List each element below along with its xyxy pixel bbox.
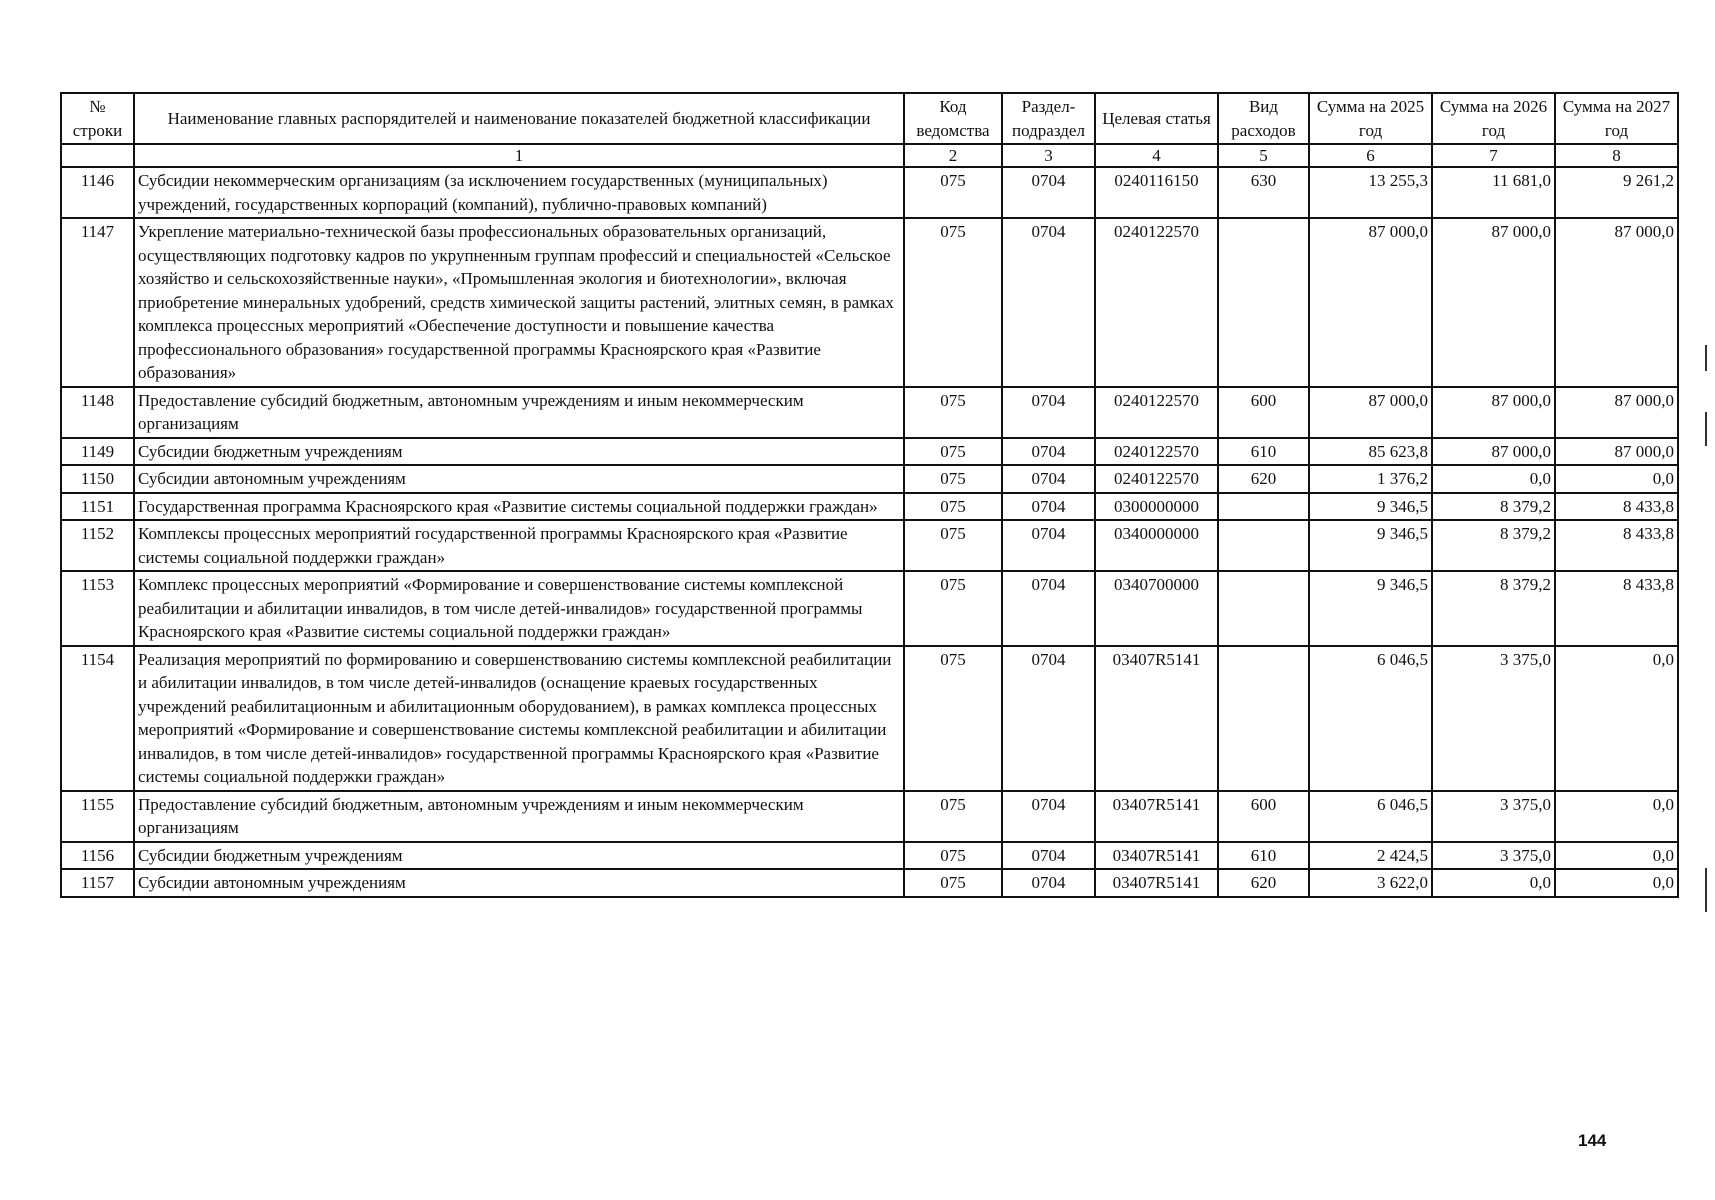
row-number: 1157	[61, 869, 134, 897]
table-row	[61, 571, 1678, 646]
row-name: Субсидии автономным учреждениям	[134, 465, 904, 493]
row-number: 1151	[61, 493, 134, 521]
column-index-row	[61, 144, 1678, 167]
row-number: 1156	[61, 842, 134, 870]
row-target-article: 0240122570	[1095, 465, 1218, 493]
row-expense-type: 610	[1218, 842, 1309, 870]
row-sum-2027: 87 000,0	[1555, 438, 1678, 466]
row-sum-2027: 9 261,2	[1555, 167, 1678, 218]
row-department-code: 075	[904, 387, 1002, 438]
row-expense-type	[1218, 646, 1309, 791]
header-row-number: № строки	[61, 93, 134, 144]
row-sum-2027: 8 433,8	[1555, 493, 1678, 521]
row-expense-type: 600	[1218, 791, 1309, 842]
row-number: 1154	[61, 646, 134, 791]
row-sum-2027: 8 433,8	[1555, 571, 1678, 646]
row-expense-type	[1218, 571, 1309, 646]
row-name: Предоставление субсидий бюджетным, автономным учреждениям и иным некоммерческим организациям	[134, 791, 904, 842]
row-sum-2027: 87 000,0	[1555, 387, 1678, 438]
row-name: Субсидии бюджетным учреждениям	[134, 842, 904, 870]
header-row	[61, 93, 1678, 144]
row-target-article: 03407R5141	[1095, 869, 1218, 897]
row-section: 0704	[1002, 646, 1095, 791]
row-department-code: 075	[904, 167, 1002, 218]
row-department-code: 075	[904, 842, 1002, 870]
table-row	[61, 387, 1678, 438]
row-target-article: 0300000000	[1095, 493, 1218, 521]
row-section: 0704	[1002, 520, 1095, 571]
row-sum-2027: 8 433,8	[1555, 520, 1678, 571]
row-expense-type	[1218, 493, 1309, 521]
row-target-article: 03407R5141	[1095, 646, 1218, 791]
table-row	[61, 465, 1678, 493]
margin-mark	[1705, 345, 1707, 371]
row-expense-type: 620	[1218, 869, 1309, 897]
header-sum-2026: Сумма на 2026 год	[1432, 93, 1555, 144]
table-row	[61, 493, 1678, 521]
row-sum-2027: 87 000,0	[1555, 218, 1678, 387]
table-row	[61, 520, 1678, 571]
row-department-code: 075	[904, 438, 1002, 466]
row-sum-2025: 13 255,3	[1309, 167, 1432, 218]
column-index: 3	[1002, 144, 1095, 167]
column-index: 1	[134, 144, 904, 167]
row-target-article: 0240122570	[1095, 218, 1218, 387]
row-sum-2026: 8 379,2	[1432, 520, 1555, 571]
table-row	[61, 842, 1678, 870]
row-number: 1153	[61, 571, 134, 646]
row-sum-2026: 3 375,0	[1432, 842, 1555, 870]
table-body	[61, 167, 1678, 897]
row-sum-2025: 6 046,5	[1309, 791, 1432, 842]
row-target-article: 0340700000	[1095, 571, 1218, 646]
row-department-code: 075	[904, 791, 1002, 842]
header-department-code: Код ведомства	[904, 93, 1002, 144]
row-name: Субсидии некоммерческим организациям (за исключением государственных (муниципальных) учреждений, государственных корпораций (компаний), публично-правовых компаний)	[134, 167, 904, 218]
row-sum-2025: 2 424,5	[1309, 842, 1432, 870]
row-department-code: 075	[904, 218, 1002, 387]
table-row	[61, 438, 1678, 466]
column-index: 6	[1309, 144, 1432, 167]
row-number: 1155	[61, 791, 134, 842]
column-index: 4	[1095, 144, 1218, 167]
row-sum-2027: 0,0	[1555, 842, 1678, 870]
row-sum-2027: 0,0	[1555, 791, 1678, 842]
row-department-code: 075	[904, 646, 1002, 791]
row-sum-2025: 87 000,0	[1309, 218, 1432, 387]
budget-table	[60, 92, 1679, 898]
table-row	[61, 791, 1678, 842]
row-target-article: 0240116150	[1095, 167, 1218, 218]
row-target-article: 0340000000	[1095, 520, 1218, 571]
row-name: Государственная программа Красноярского края «Развитие системы социальной поддержки граждан»	[134, 493, 904, 521]
row-sum-2026: 8 379,2	[1432, 493, 1555, 521]
row-sum-2025: 85 623,8	[1309, 438, 1432, 466]
row-sum-2026: 0,0	[1432, 869, 1555, 897]
row-expense-type: 620	[1218, 465, 1309, 493]
row-department-code: 075	[904, 493, 1002, 521]
row-name: Предоставление субсидий бюджетным, автономным учреждениям и иным некоммерческим организациям	[134, 387, 904, 438]
header-expense-type: Вид расходов	[1218, 93, 1309, 144]
row-sum-2026: 11 681,0	[1432, 167, 1555, 218]
row-sum-2026: 8 379,2	[1432, 571, 1555, 646]
row-sum-2025: 1 376,2	[1309, 465, 1432, 493]
row-number: 1150	[61, 465, 134, 493]
row-expense-type	[1218, 218, 1309, 387]
row-name: Комплекс процессных мероприятий «Формирование и совершенствование системы комплексной реабилитации и абилитации инвалидов, в том числе детей-инвалидов» государственной программы Красноярского края «Развитие системы социальной поддержки граждан»	[134, 571, 904, 646]
header-name: Наименование главных распорядителей и наименование показателей бюджетной классификации	[134, 93, 904, 144]
row-section: 0704	[1002, 791, 1095, 842]
row-sum-2025: 6 046,5	[1309, 646, 1432, 791]
row-number: 1152	[61, 520, 134, 571]
row-section: 0704	[1002, 571, 1095, 646]
row-sum-2026: 87 000,0	[1432, 218, 1555, 387]
column-index: 7	[1432, 144, 1555, 167]
row-section: 0704	[1002, 387, 1095, 438]
row-department-code: 075	[904, 465, 1002, 493]
row-name: Субсидии бюджетным учреждениям	[134, 438, 904, 466]
row-expense-type: 610	[1218, 438, 1309, 466]
row-section: 0704	[1002, 167, 1095, 218]
row-target-article: 0240122570	[1095, 438, 1218, 466]
column-index-empty	[61, 144, 134, 167]
row-sum-2025: 87 000,0	[1309, 387, 1432, 438]
row-sum-2027: 0,0	[1555, 869, 1678, 897]
row-sum-2025: 3 622,0	[1309, 869, 1432, 897]
row-department-code: 075	[904, 869, 1002, 897]
row-number: 1147	[61, 218, 134, 387]
row-section: 0704	[1002, 438, 1095, 466]
row-department-code: 075	[904, 520, 1002, 571]
row-name: Субсидии автономным учреждениям	[134, 869, 904, 897]
row-name: Комплексы процессных мероприятий государственной программы Красноярского края «Развитие системы социальной поддержки граждан»	[134, 520, 904, 571]
header-section: Раздел-подраздел	[1002, 93, 1095, 144]
row-name: Реализация мероприятий по формированию и совершенствованию системы комплексной реабилитации и абилитации инвалидов, в том числе детей-инвалидов (оснащение краевых государственных учреждений реабилитационным и абилитационным оборудованием), в рамках комплекса процессных мероприятий «Формирование и совершенствование системы комплексной реабилитации и абилитации инвалидов, в том числе детей-инвалидов» государственной программы Красноярского края «Развитие системы социальной поддержки граждан»	[134, 646, 904, 791]
margin-mark	[1705, 412, 1707, 446]
row-department-code: 075	[904, 571, 1002, 646]
table-row	[61, 646, 1678, 791]
table-row	[61, 218, 1678, 387]
row-expense-type: 600	[1218, 387, 1309, 438]
row-section: 0704	[1002, 842, 1095, 870]
header-sum-2027: Сумма на 2027 год	[1555, 93, 1678, 144]
row-section: 0704	[1002, 493, 1095, 521]
row-sum-2027: 0,0	[1555, 465, 1678, 493]
column-index: 2	[904, 144, 1002, 167]
row-expense-type: 630	[1218, 167, 1309, 218]
row-sum-2026: 87 000,0	[1432, 438, 1555, 466]
row-sum-2025: 9 346,5	[1309, 493, 1432, 521]
row-sum-2026: 3 375,0	[1432, 791, 1555, 842]
page-number: 144	[1578, 1131, 1607, 1150]
row-number: 1149	[61, 438, 134, 466]
row-sum-2025: 9 346,5	[1309, 571, 1432, 646]
row-number: 1148	[61, 387, 134, 438]
margin-mark	[1705, 868, 1707, 912]
row-section: 0704	[1002, 465, 1095, 493]
row-expense-type	[1218, 520, 1309, 571]
row-target-article: 03407R5141	[1095, 791, 1218, 842]
table-header	[61, 93, 1678, 167]
row-sum-2027: 0,0	[1555, 646, 1678, 791]
table-row	[61, 869, 1678, 897]
table-row	[61, 167, 1678, 218]
column-index: 5	[1218, 144, 1309, 167]
row-sum-2026: 3 375,0	[1432, 646, 1555, 791]
row-section: 0704	[1002, 869, 1095, 897]
row-sum-2026: 0,0	[1432, 465, 1555, 493]
row-sum-2026: 87 000,0	[1432, 387, 1555, 438]
row-target-article: 03407R5141	[1095, 842, 1218, 870]
row-name: Укрепление материально-технической базы профессиональных образовательных организаций, осуществляющих подготовку кадров по укрупненным группам профессий и специальностей «Сельское хозяйство и сельскохозяйственные науки», «Промышленная экология и биотехнологии», включая приобретение минеральных удобрений, средств химической защиты растений, элитных семян, в рамках комплекса процессных мероприятий «Обеспечение доступности и повышение качества профессионального образования» государственной программы Красноярского края «Развитие образования»	[134, 218, 904, 387]
row-sum-2025: 9 346,5	[1309, 520, 1432, 571]
column-index: 8	[1555, 144, 1678, 167]
row-section: 0704	[1002, 218, 1095, 387]
row-target-article: 0240122570	[1095, 387, 1218, 438]
row-number: 1146	[61, 167, 134, 218]
header-sum-2025: Сумма на 2025 год	[1309, 93, 1432, 144]
header-target-article: Целевая статья	[1095, 93, 1218, 144]
